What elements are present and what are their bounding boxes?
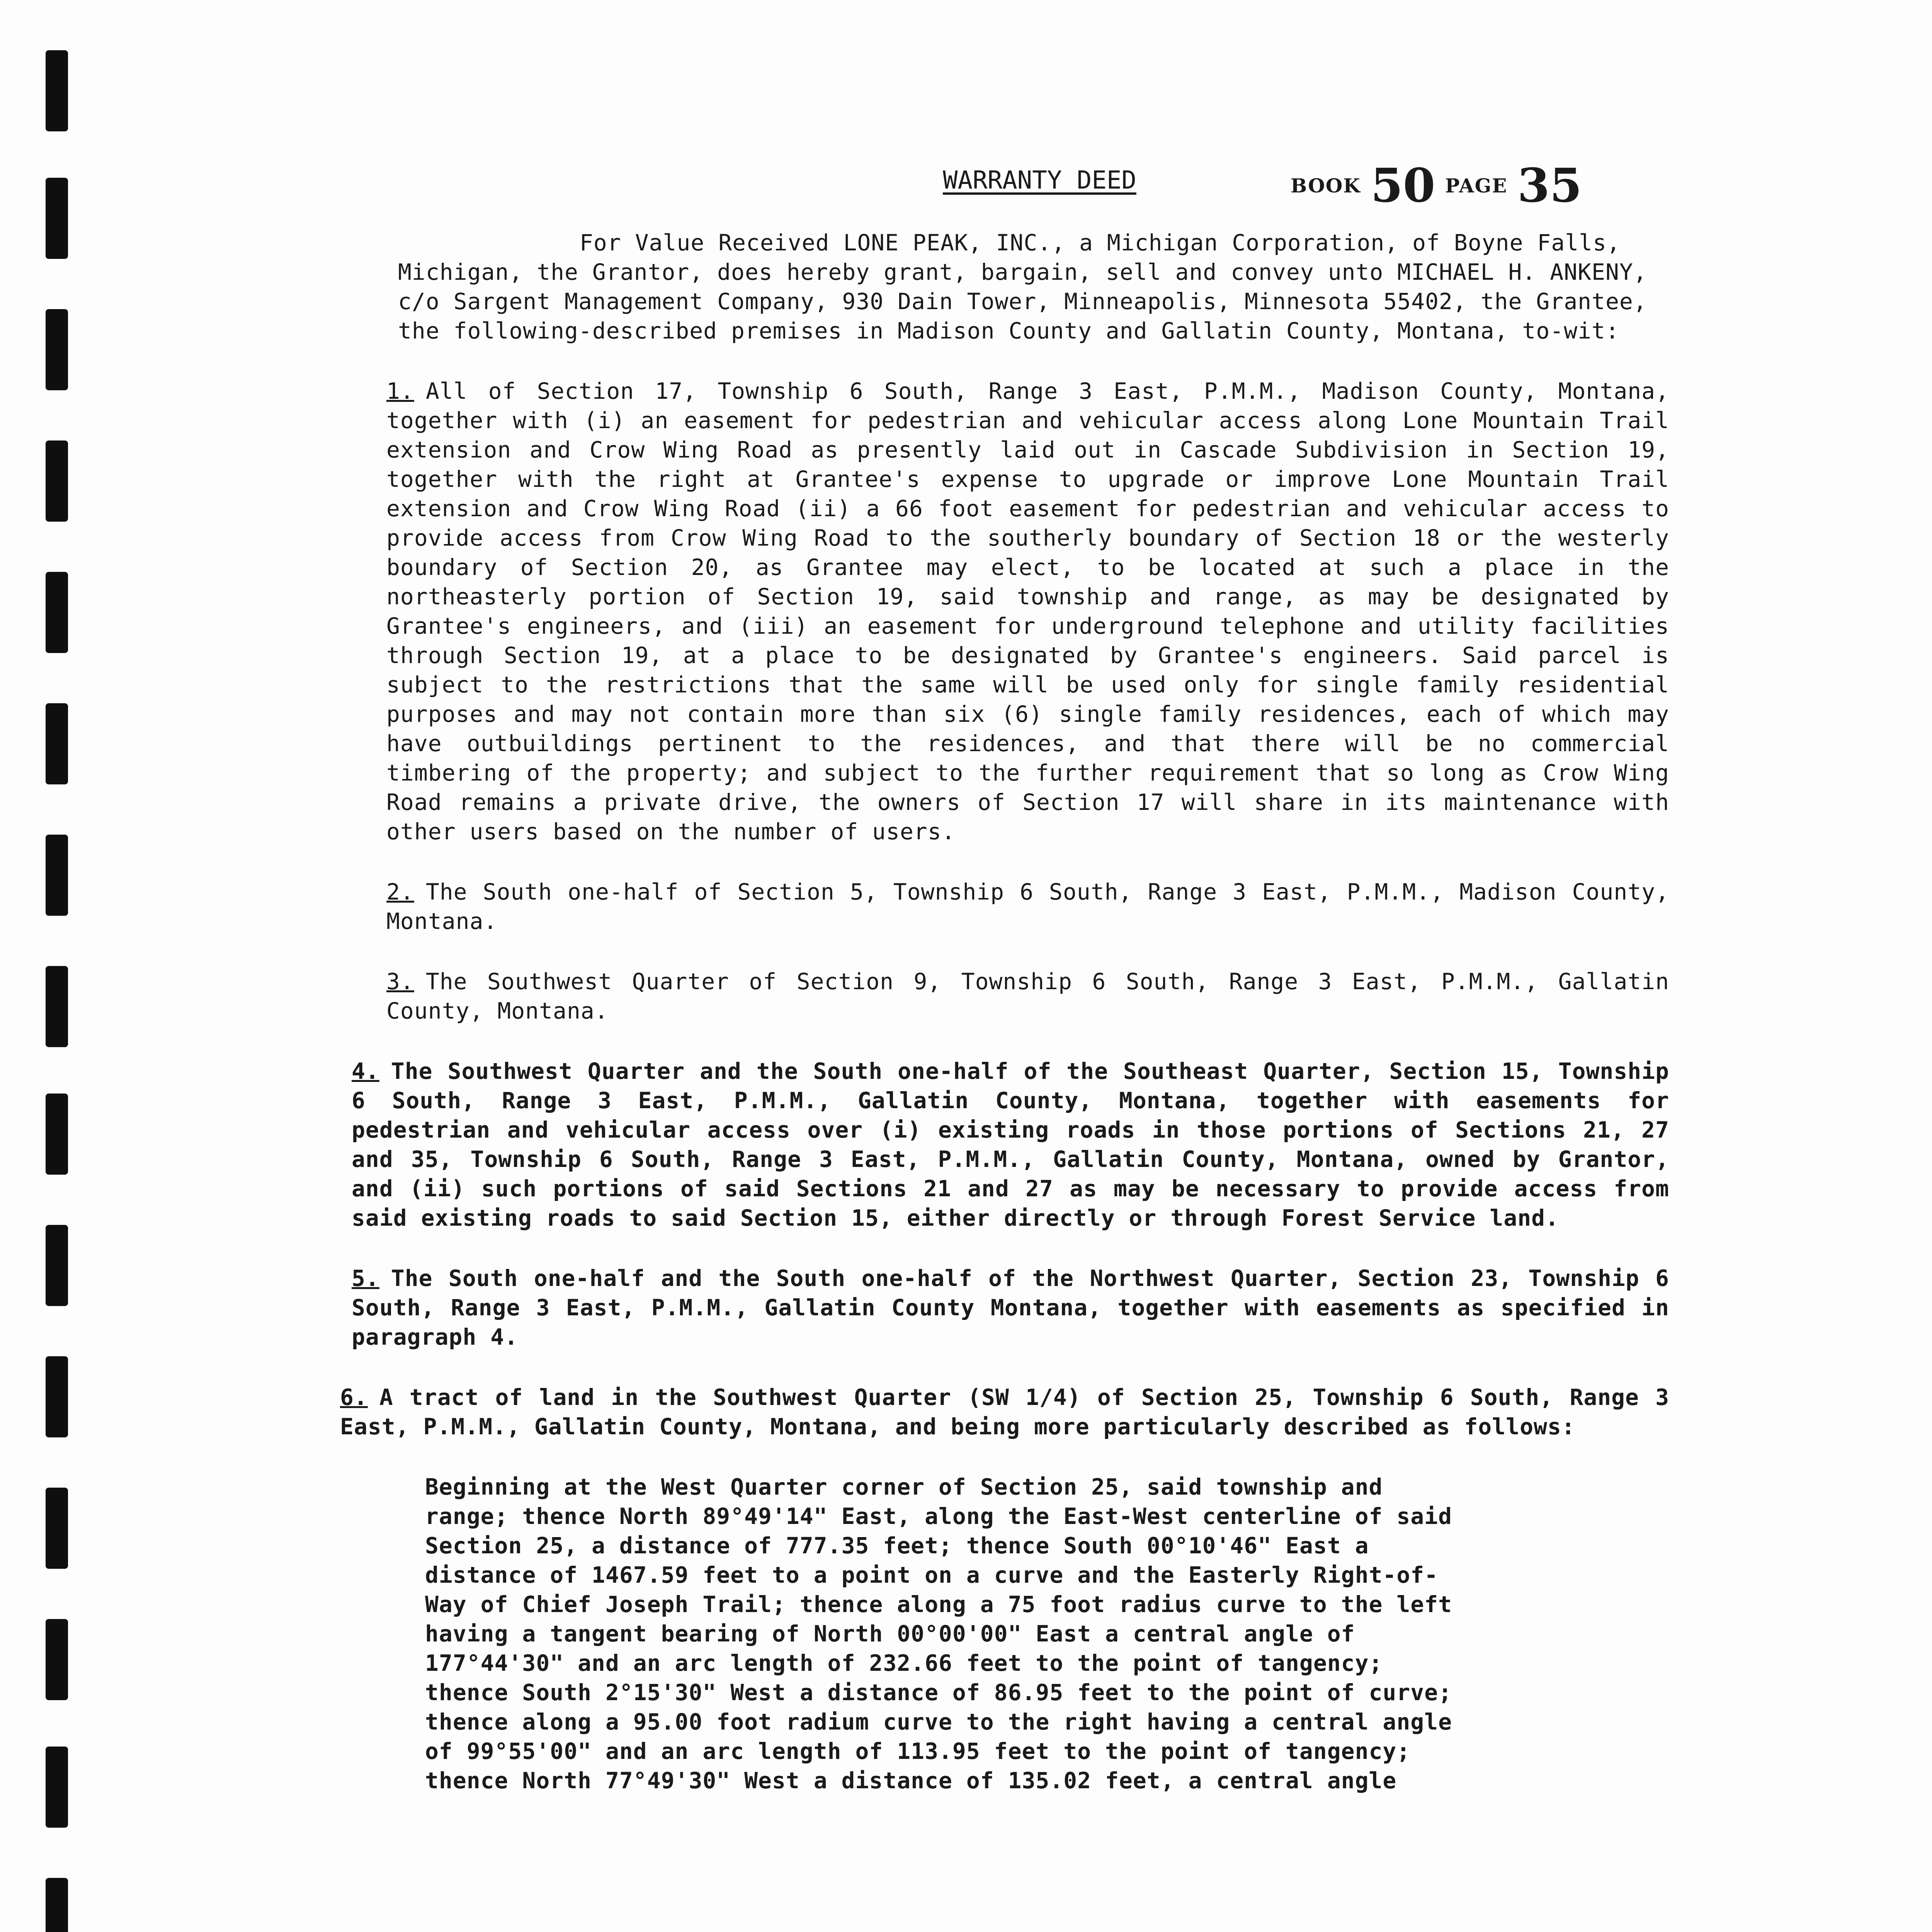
book-page-stamp	[1291, 158, 1590, 213]
page-number: 35	[1517, 158, 1582, 213]
binder-hole	[46, 835, 68, 916]
intro-paragraph: For Value Received LONE PEAK, INC., a Michigan Corporation, of Boyne Falls, Michigan, the Grantor, does hereby grant, bargain, sell and convey unto MICHAEL H. ANKENY, c/o Sargent Management Company, 930 Dain Tower, Minneapolis, Minnesota 55402, the Grantee, the following-described premises in Madison County and Gallatin County, Montana, to-wit:	[398, 230, 1647, 344]
book-label: BOOK	[1291, 174, 1361, 197]
paragraph-number: 1.	[386, 378, 414, 404]
binder-hole	[46, 1619, 68, 1700]
binder-hole	[46, 1094, 68, 1175]
page-label: PAGE	[1445, 174, 1508, 197]
paragraph-text: The Southwest Quarter and the South one-half of the Southeast Quarter, Section 15, Township 6 South, Range 3 East, P.M.M., Gallatin County, Montana, together with easements for pedestrian and vehicular access over (i) existing roads in those portions of Sections 21, 27 and 35, Township 6 South, Range 3 East, P.M.M., Gallatin County, Montana, owned by Grantor, and (ii) such portions of said Sections 21 and 27 as may be necessary to provide access from said existing roads to said Section 15, either directly or through Forest Service land.	[352, 1058, 1669, 1231]
binder-hole	[46, 966, 68, 1047]
paragraph-text: The Southwest Quarter of Section 9, Township 6 South, Range 3 East, P.M.M., Gallatin County, Montana.	[386, 968, 1669, 1024]
metes-and-bounds-description: Beginning at the West Quarter corner of Section 25, said township and range; thence North 89°49'14" East, along the East-West centerline of said Section 25, a distance of 777.35 feet; thence South 00°10'46" East a distance of 1467.59 feet to a point on a curve and the Easterly Right-of-Way of Chief Joseph Trail; thence along a 75 foot radius curve to the left having a tangent bearing of North 00°00'00" East a central angle of 177°44'30" and an arc length of 232.66 feet to the point of tangency; thence South 2°15'30" West a distance of 86.95 feet to the point of curve; thence along a 95.00 foot radium curve to the right having a central angle of 99°55'00" and an arc length of 113.95 feet to the point of tangency; thence North 77°49'30" West a distance of 135.02 feet, a central angle	[425, 1474, 1452, 1794]
paragraph-text: A tract of land in the Southwest Quarter (SW 1/4) of Section 25, Township 6 South, Range 3 East, P.M.M., Gallatin County, Montana, and being more particularly described as follows:	[340, 1384, 1669, 1440]
parcel-paragraph	[340, 376, 1669, 846]
binder-hole	[46, 1488, 68, 1569]
paragraph-number: 5.	[352, 1265, 379, 1291]
binder-hole	[46, 703, 68, 784]
paragraph-text: The South one-half and the South one-half of the Northwest Quarter, Section 23, Township 6 South, Range 3 East, P.M.M., Gallatin County Montana, together with easements as specified in paragraph 4.	[352, 1265, 1669, 1350]
parcel-paragraph	[340, 1056, 1669, 1233]
binder-hole	[46, 440, 68, 522]
document-title: WARRANTY DEED	[943, 166, 1136, 195]
parcel-paragraph	[340, 877, 1669, 936]
parcel-paragraph	[340, 1264, 1669, 1352]
binder-hole	[46, 1356, 68, 1437]
deed-body	[340, 228, 1669, 1826]
paragraph-text: The South one-half of Section 5, Township 6 South, Range 3 East, P.M.M., Madison County, Montana.	[386, 879, 1669, 934]
paragraph-number: 3.	[386, 968, 414, 995]
book-number: 50	[1371, 158, 1435, 213]
binder-hole	[46, 1225, 68, 1306]
paragraph-text: All of Section 17, Township 6 South, Range 3 East, P.M.M., Madison County, Montana, together with (i) an easement for pedestrian and vehicular access along Lone Mountain Trail extension and Crow Wing Road as presently laid out in Cascade Subdivision in Section 19, together with the right at Grantee's expense to upgrade or improve Lone Mountain Trail extension and Crow Wing Road (ii) a 66 foot easement for pedestrian and vehicular access to provide access from Crow Wing Road to the southerly boundary of Section 18 or the westerly boundary of Section 20, as Grantee may elect, to be located at such a place in the northeasterly portion of Section 19, said township and range, as may be designated by Grantee's engineers, and (iii) an easement for underground telephone and utility facilities through Section 19, at a place to be designated by Grantee's engineers. Said parcel is subject to the restrictions that the same will be used only for single family residential purposes and may not contain more than six (6) single family residences, each of which may have outbuildings pertinent to the residences, and that there will be no commercial timbering of the property; and subject to the further requirement that so long as Crow Wing Road remains a private drive, the owners of Section 17 will share in its maintenance with other users based on the number of users.	[386, 378, 1669, 845]
parcel-paragraph	[340, 967, 1669, 1026]
binder-hole	[46, 572, 68, 653]
binder-hole	[46, 309, 68, 390]
paragraph-number: 6.	[340, 1384, 368, 1410]
paragraph-number: 4.	[352, 1058, 379, 1084]
binder-hole	[46, 50, 68, 131]
binder-hole	[46, 1878, 68, 1932]
binder-holes	[46, 0, 77, 1932]
paragraph-number: 2.	[386, 879, 414, 905]
document-header	[943, 158, 1600, 236]
parcel-paragraph	[340, 1383, 1669, 1441]
binder-hole	[46, 178, 68, 259]
binder-hole	[46, 1747, 68, 1828]
